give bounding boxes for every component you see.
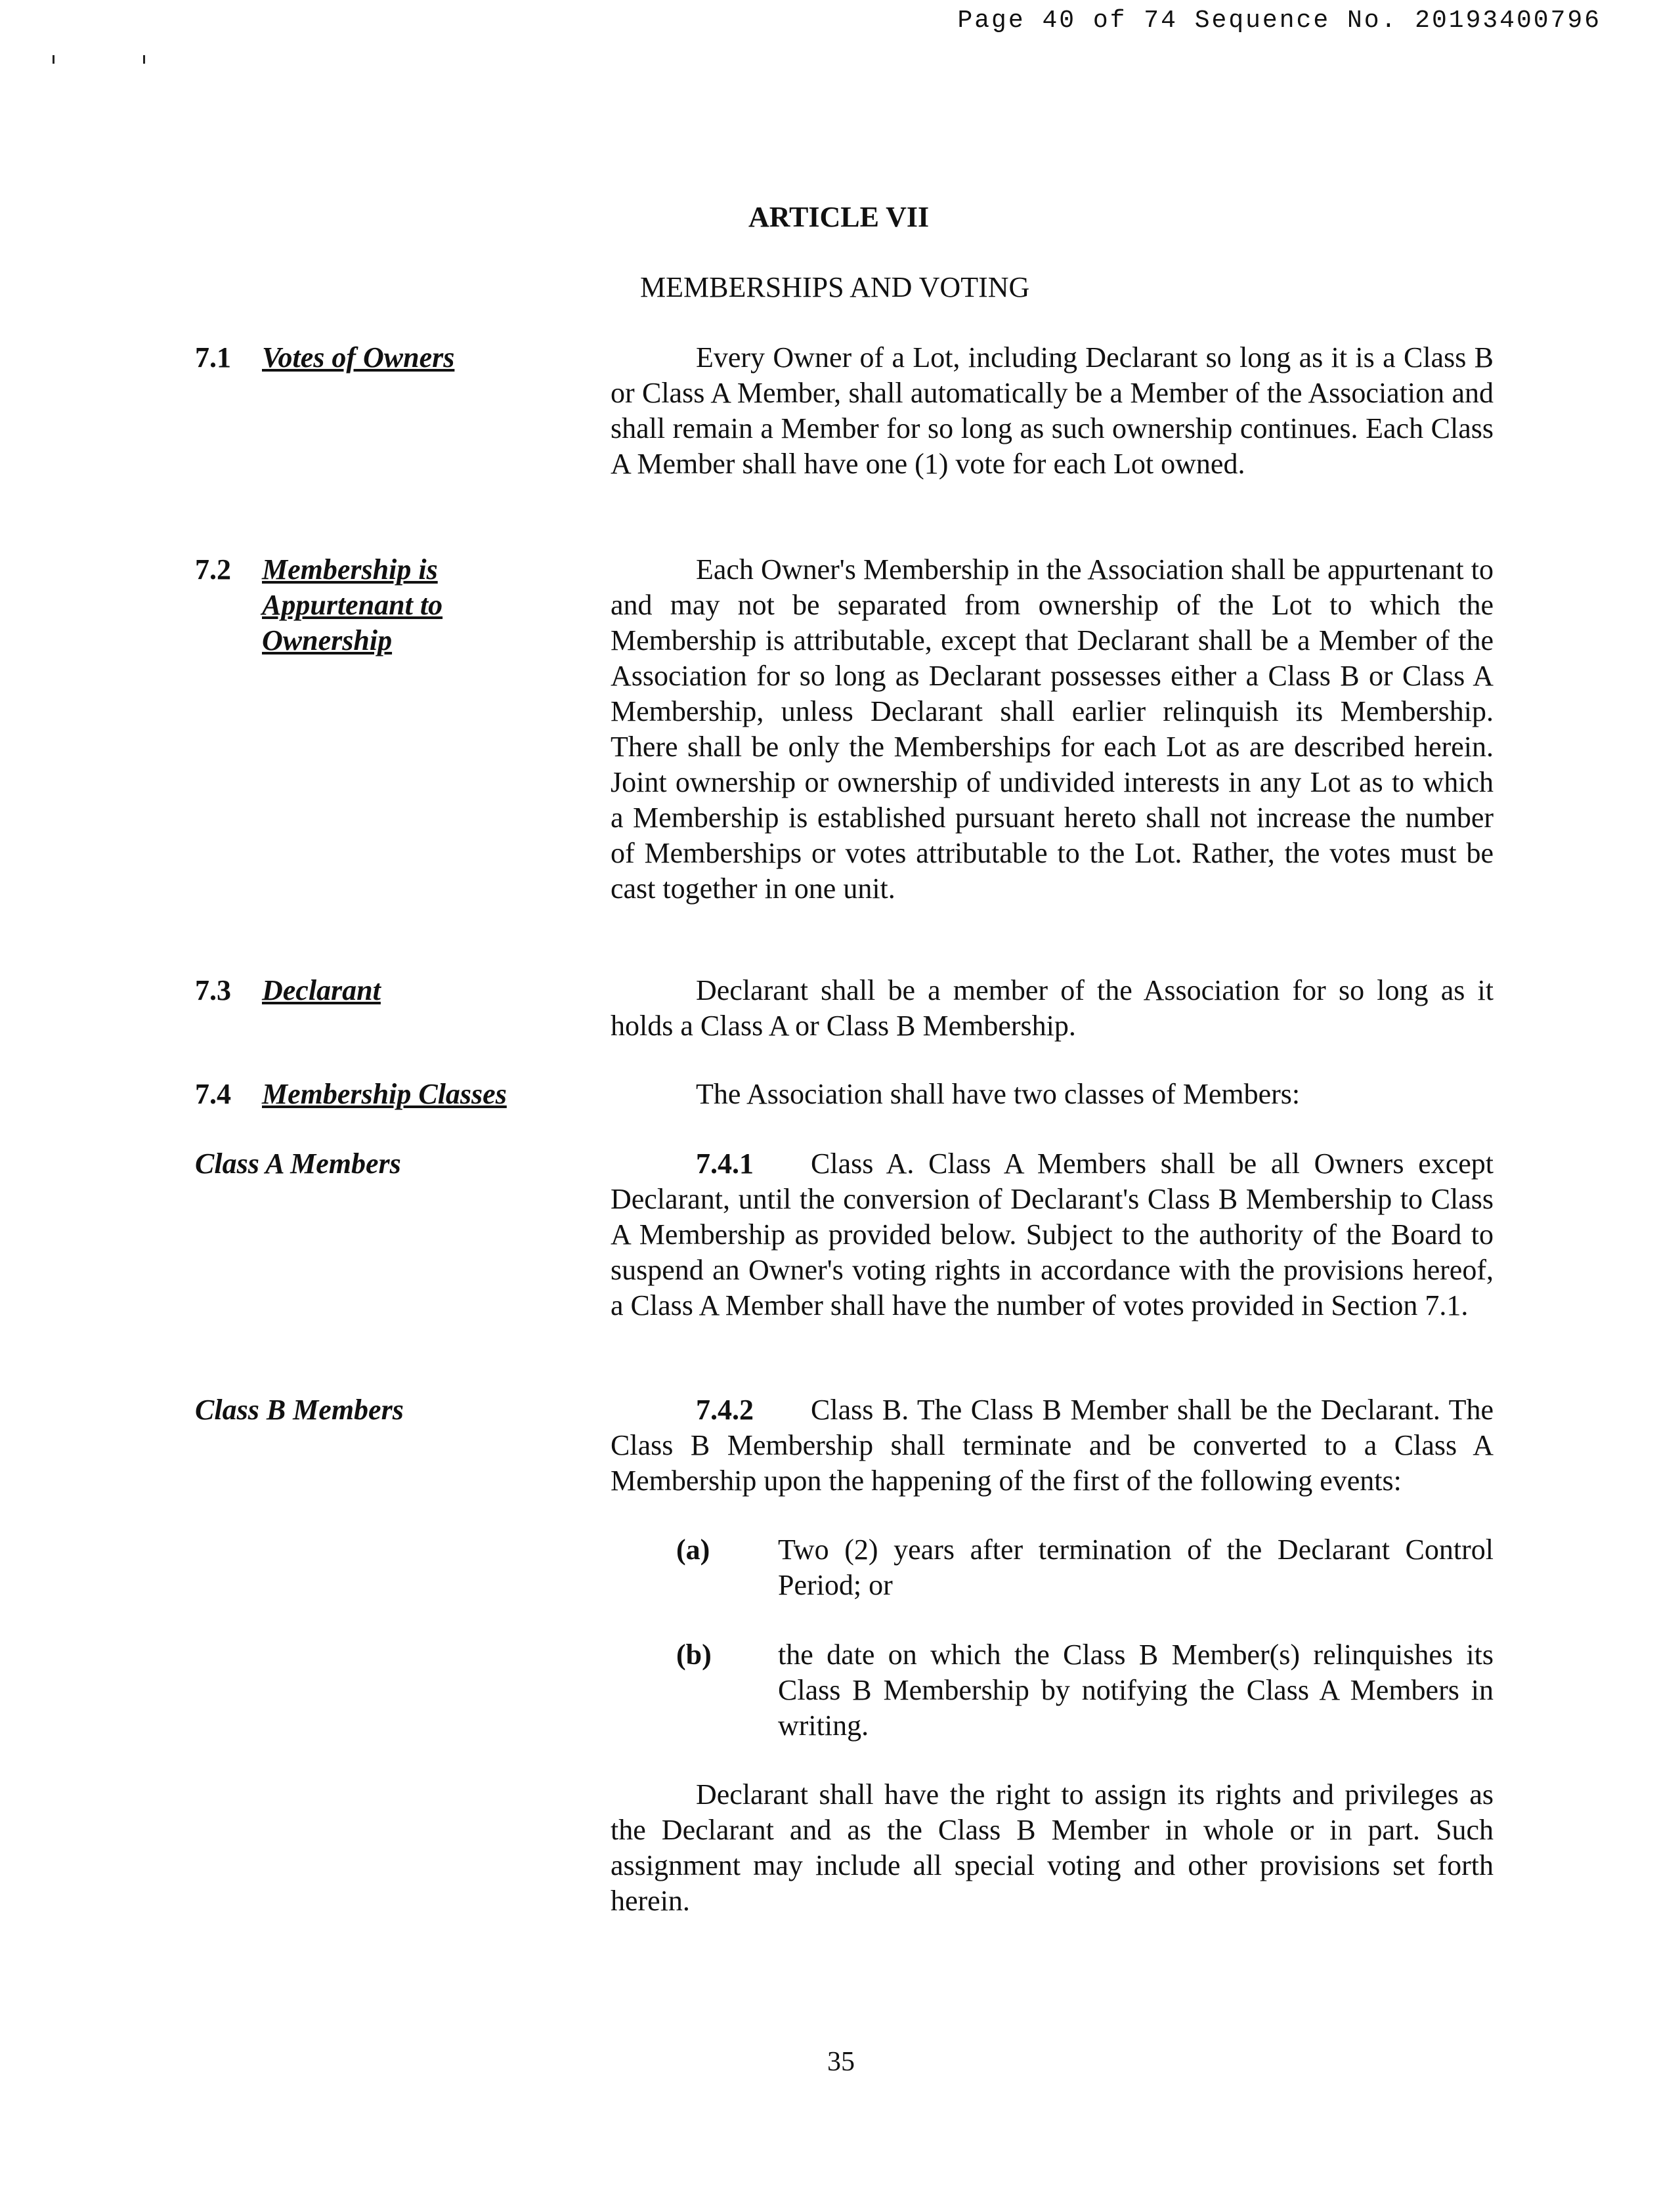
section-title: Membership is Appurtenant to Ownership [262, 553, 443, 656]
subsection-text: Class B. The Class B Member shall be the Declarant. The Class B Membership shall terminate and be converted to a Class A Membership upon the happening of the first of the following events: [611, 1394, 1494, 1497]
section-number: 7.2 [195, 553, 231, 586]
article-title: ARTICLE VII [748, 201, 930, 233]
section-heading [195, 340, 563, 375]
section-title: Votes of Owners [262, 341, 455, 374]
subsection-label [195, 1392, 563, 1428]
section-title: Membership Classes [262, 1078, 507, 1110]
section-title: Declarant [262, 974, 381, 1006]
section-paragraph: Declarant shall be a member of the Association for so long as it holds a Class A or Class B Membership. [611, 974, 1494, 1042]
subsection-paragraph [611, 1392, 1494, 1499]
section-number: 7.4 [195, 1078, 231, 1110]
closing-paragraph: Declarant shall have the right to assign its rights and privileges as the Declarant and as the Class B Member in whole or in part. Such assignment may include all special voting and other provisions set forth herein. [611, 1778, 1494, 1917]
section-paragraph: The Association shall have two classes of Members: [696, 1078, 1301, 1110]
subsection-number: 7.4.1 [696, 1148, 754, 1180]
list-marker: (a) [676, 1534, 710, 1566]
scan-mark [143, 55, 145, 64]
section-heading [195, 1077, 563, 1112]
subsection-title: Class A Members [195, 1148, 401, 1180]
section-paragraph: Each Owner's Membership in the Association shall be appurtenant to and may not be separated from ownership of the Lot to which the Membership is attributable, except that Declarant shall be a Member of the Association for so long as Declarant possesses either a Class B or Class A Membership, unless Declarant shall earlier relinquish its Membership. There shall be only the Memberships for each Lot as are described herein. Joint ownership or ownership of undivided interests in any Lot as to which a Membership is established pursuant hereto shall not increase the number of Memberships or votes attributable to the Lot. Rather, the votes must be cast together in one unit. [611, 553, 1494, 905]
page-sequence-stamp: Page 40 of 74 Sequence No. 20193400796 [957, 7, 1601, 35]
subsection-number: 7.4.2 [696, 1394, 754, 1426]
list-item-text: Two (2) years after termination of the Declarant Control Period; or [778, 1534, 1494, 1601]
subsection-label [195, 1146, 563, 1182]
section-paragraph: Every Owner of a Lot, including Declarant so long as it is a Class B or Class A Member, shall automatically be a Member of the Association and shall remain a Member for so long as such ownership continues. Each Class A Member shall have one (1) vote for each Lot owned. [611, 341, 1494, 480]
subsection-text: Class A. Class A Members shall be all Owners except Declarant, until the conversion of Declarant's Class B Membership to Class A Membership as provided below. Subject to the authority of the Board to suspend an Owner's voting rights in accordance with the provisions hereof, a Class A Member shall have the number of votes provided in Section 7.1. [611, 1148, 1494, 1321]
page-number: 35 [827, 2047, 855, 2077]
section-number: 7.3 [195, 974, 231, 1006]
section-number: 7.1 [195, 341, 231, 374]
subsection-title: Class B Members [195, 1394, 404, 1426]
section-heading [195, 552, 563, 658]
list-item-text: the date on which the Class B Member(s) relinquishes its Class B Membership by notifying the Class A Members in writing. [778, 1639, 1494, 1742]
article-subtitle: MEMBERSHIPS AND VOTING [640, 271, 1030, 303]
subsection-paragraph [611, 1146, 1494, 1323]
section-heading [195, 973, 563, 1008]
scan-mark [53, 55, 54, 64]
list-marker: (b) [676, 1639, 712, 1671]
